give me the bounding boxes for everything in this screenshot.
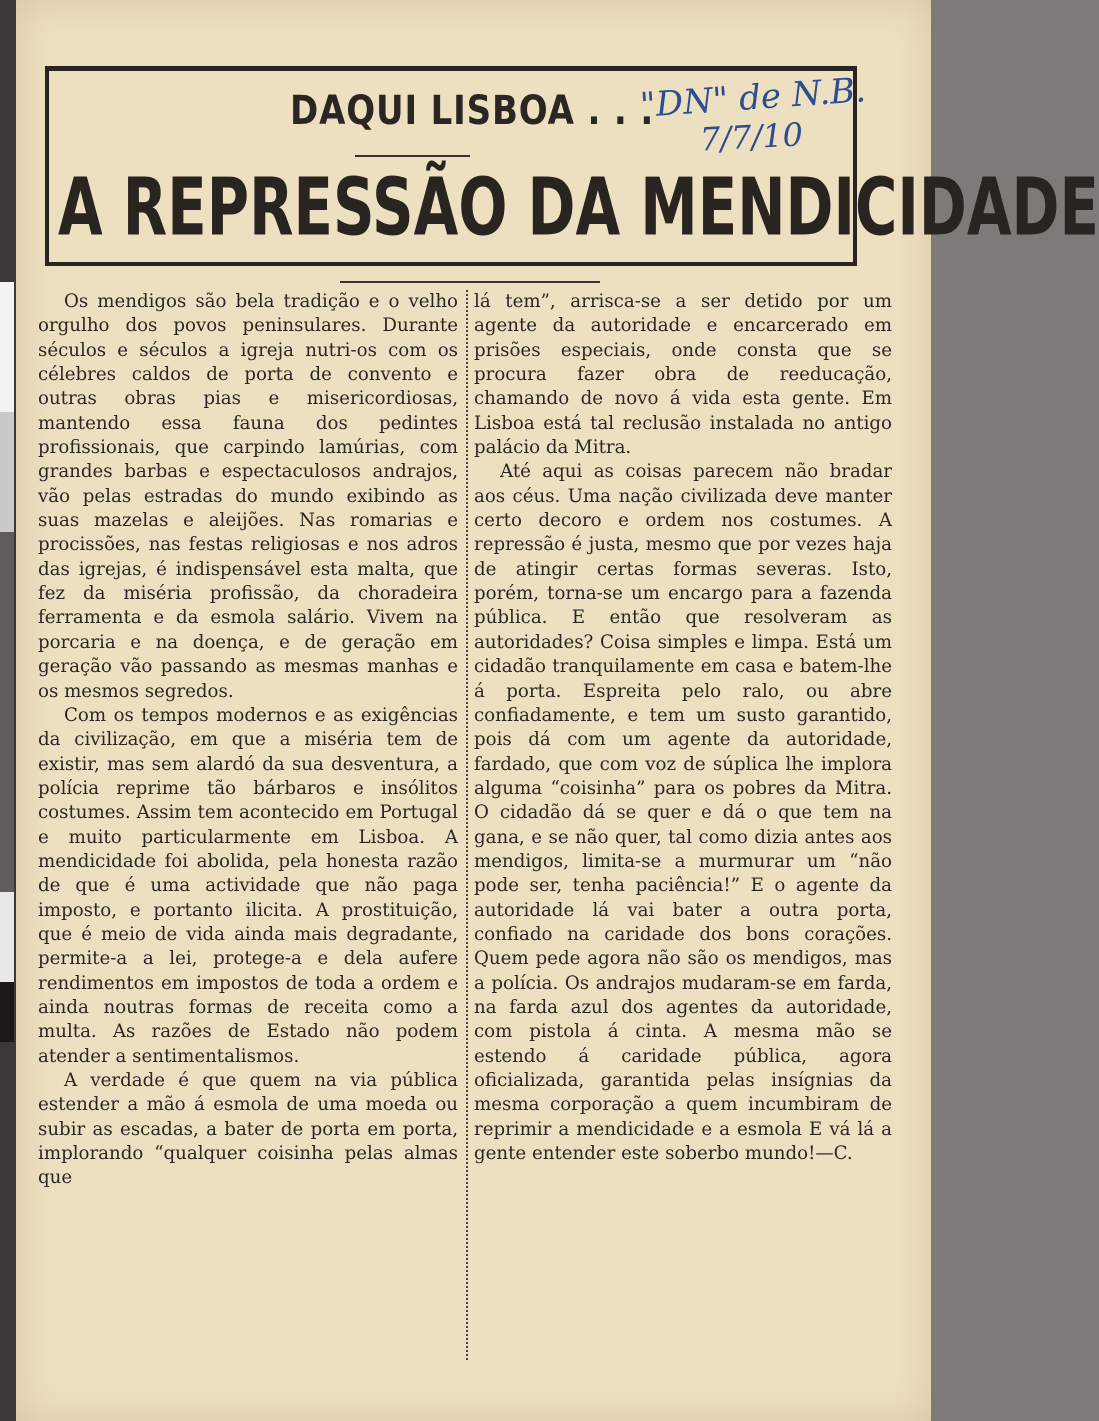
paragraph: lá tem”, arrisca-se a ser detido por um agente da autoridade e encarcerado em prisões especiais, onde consta que se procura fazer obra de reeducação, chamando de novo á vida esta gente. Em Lisboa está tal reclusão instalada no antigo palácio da Mitra. [474, 291, 892, 459]
column-top-rule [340, 281, 600, 283]
paragraph: Com os tempos modernos e as exigências da civilização, em que a miséria tem de existir, mas sem alardó da sua desventura, a polícia reprime tão bárbaros e insólitos costumes. Assim tem acontecido em Portugal e muito particularmente em Lisboa. A mendicidade foi abolida, pela honesta razão de que é uma actividade que não paga imposto, e portanto ilicita. A prostituição, que é meio de vida ainda mais degradante, permite-a a lei, protege-a e dela aufere rendimentos em impostos de toda a ordem e ainda noutras formas de receita como a multa. As razões de Estado não podem atender a sentimentalismos. [38, 704, 458, 1067]
headline: A REPRESSÃO DA MENDICIDADE [58, 159, 1099, 254]
paragraph: Até aqui as coisas parecem não bradar aos céus. Uma nação civilizada deve manter certo decoro e ordem nos costumes. A repressão é justa, mesmo que por vezes haja de atingir certas formas severas. Isto, porém, torna-se um encargo para a fazenda pública. E então que resolveram as autoridades? Coisa simples e limpa. Está um cidadão tranquilamente em casa e batem-lhe á porta. Espreita pelo ralo, ou abre confiadamente, e tem um susto garantido, pois dá com um agente da autoridade, fardado, que com voz de súplica lhe implora alguma “coisinha” para os pobres da Mitra. O cidadão dá se quer e dá o que tem na gana, e se não quer, tal como dizia antes aos mendigos, limita-se a murmurar um “não pode ser, tenha paciência!” E o agente da autoridade lá vai bater a outra porta, confiado na caridade dos bons corações. Quem pede agora não são os mendigos, mas a polícia. Os andrajos mudaram-se em farda, na farda azul dos agentes da autoridade, com pistola á cinta. A mesma mão se estendo á caridade pública, agora oficializada, garantida pelas insígnias da mesma corporação a quem incumbiram de reprimir a mendicidade e a esmola E vá lá a gente entender este soberbo mundo!—C. [474, 461, 892, 1165]
handwritten-date-note: 7/7/10 [699, 115, 804, 159]
article-column-right [474, 290, 892, 1166]
column-divider [466, 290, 468, 1360]
kicker-rule [355, 155, 470, 157]
paragraph: Os mendigos são bela tradição e o velho orgulho dos povos peninsulares. Durante séculos e séculos a igreja nutri-os com os célebres caldos de porta de convento e outras obras pias e misericordiosas, mantendo essa fauna dos pedintes profissionais, que carpindo lamúrias, com grandes barbas e espectaculosos andrajos, vão pelas estradas do mundo exibindo as suas mazelas e aleijões. Nas romarias e procissões, nas festas religiosas e nos adros das igrejas, é indispensável esta malta, que fez da miséria profissão, da choradeira ferramenta e da esmola salário. Vivem na porcaria e na doença, e de geração em geração vão passando as mesmas manhas e os mesmos segredos. [38, 291, 458, 702]
calibration-chip-black [0, 982, 14, 1042]
paragraph: A verdade é que quem na via pública estender a mão á esmola de uma moeda ou subir as escadas, a bater de porta em porta, implorando “qualquer coisinha pelas almas que [38, 1070, 458, 1189]
calibration-chip-dark [0, 532, 14, 892]
article-column-left [38, 290, 458, 1191]
calibration-chip-light [0, 892, 14, 982]
kicker-title: DAQUI LISBOA . . . [290, 88, 655, 134]
calibration-chip-gray [0, 412, 14, 532]
handwritten-source-note: "DN" de N.B. [638, 70, 868, 126]
calibration-chip-white [0, 282, 14, 412]
